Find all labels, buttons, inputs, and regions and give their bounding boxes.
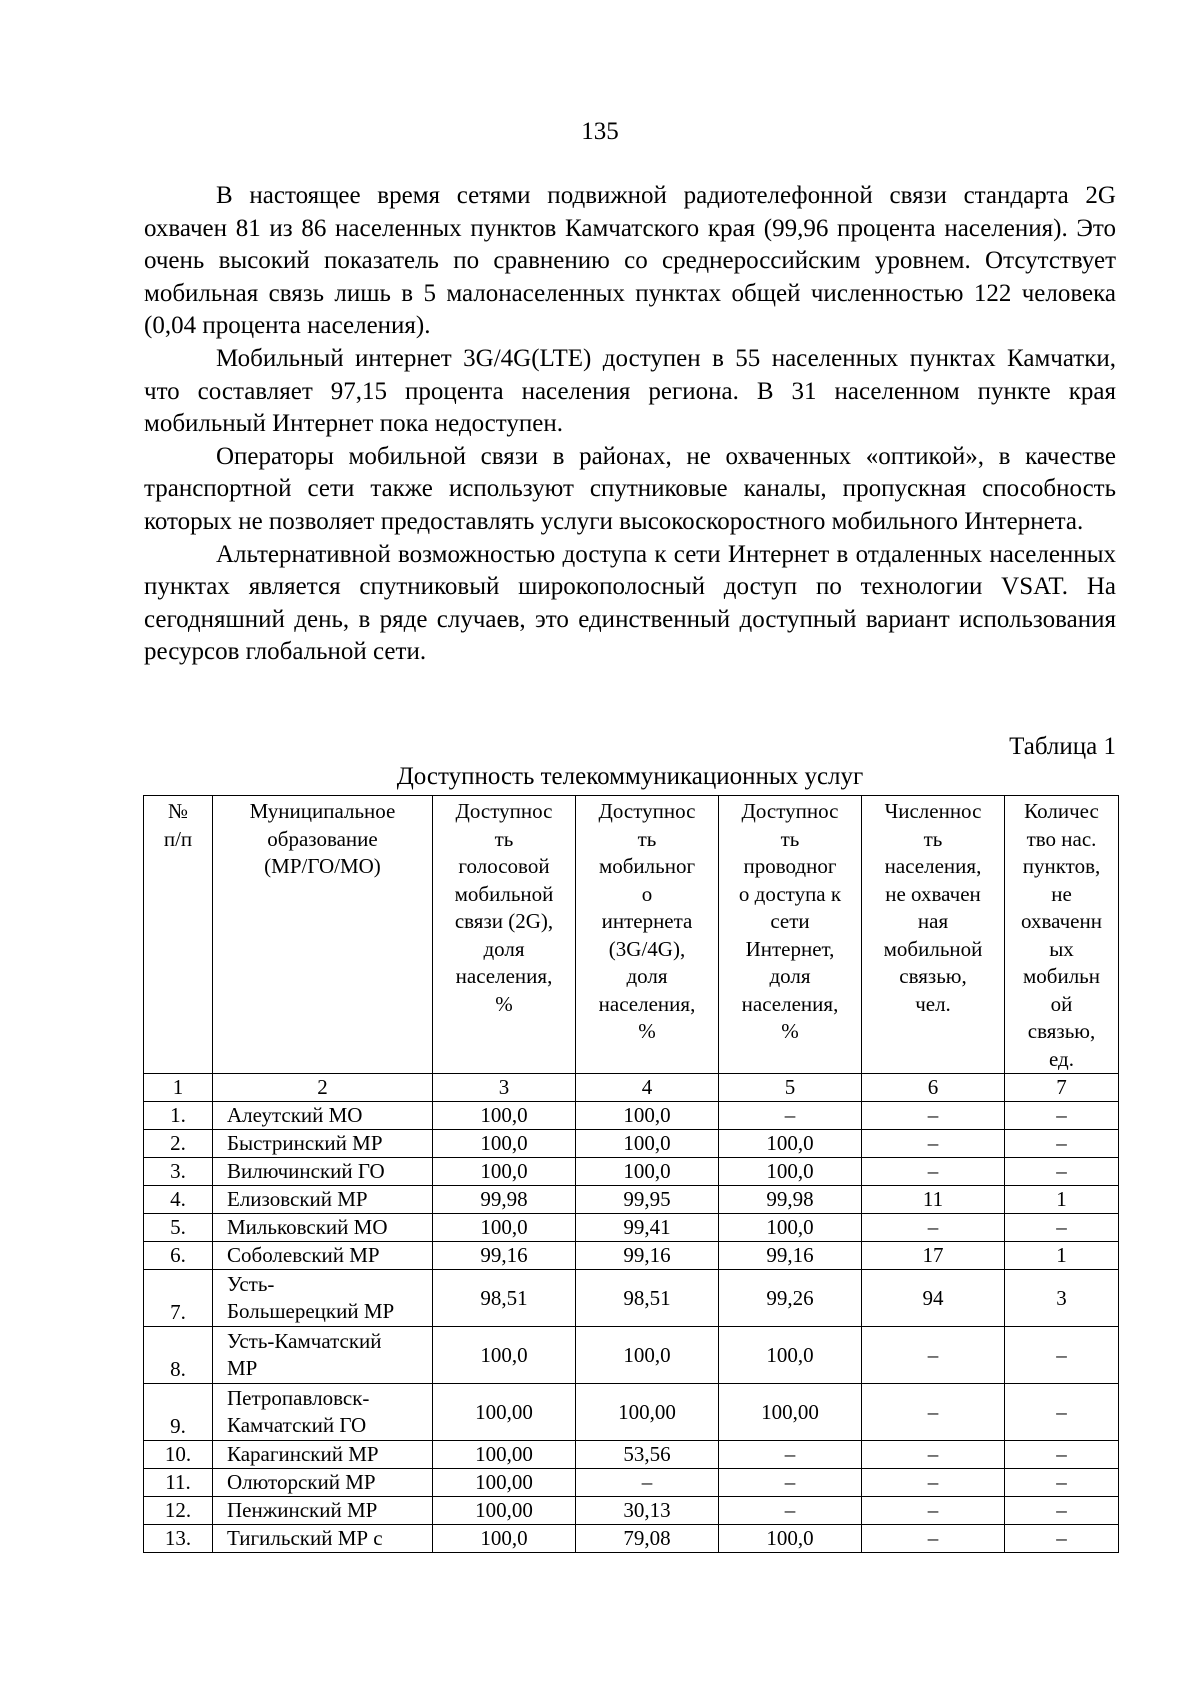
header-line: не [1051, 881, 1072, 906]
header-line: (МР/ГО/МО) [264, 854, 381, 878]
value-cell-c3: 100,00 [433, 1497, 576, 1525]
municipality-name-line: Алеутский МО [227, 1103, 363, 1127]
value-cell-c3: 100,0 [433, 1130, 576, 1158]
header-line: тво нас. [1026, 826, 1097, 851]
paragraph-3: Операторы мобильной связи в районах, не охваченных «оптикой», в качестве транспортной сети также используют спутниковые каналы, пропускная способность которых не позволяет предоставлять услуги высокоскоростного мобильного Интернета. [144, 442, 1116, 535]
header-line: Численнос [884, 799, 982, 823]
municipality-cell [213, 1469, 433, 1497]
header-line: ная [917, 909, 949, 933]
table-label: Таблица 1 [1009, 733, 1116, 760]
column-number-cell: 4 [576, 1074, 719, 1102]
value-cell-c6: – [862, 1327, 1005, 1384]
header-line: п/п [163, 826, 193, 851]
value-cell-c7: – [1005, 1102, 1119, 1130]
row-number-cell: 5. [144, 1214, 213, 1242]
value-cell-c7: – [1005, 1130, 1119, 1158]
value-cell-c7: 1 [1005, 1186, 1119, 1214]
row-number-cell: 10. [144, 1441, 213, 1469]
row-number-cell: 7. [144, 1270, 213, 1327]
value-cell-c6: – [862, 1525, 1005, 1553]
table-row [144, 1270, 1119, 1327]
paragraph-1: В настоящее время сетями подвижной радиотелефонной связи стандарта 2G охвачен 81 из 86 населенных пунктов Камчатского края (99,96 процента населения). Это очень высокий показатель по сравнению со среднероссийским уровнем. Отсутствует мобильная связь лишь в 5 малонаселенных пунктах общей численностью 122 человека (0,04 процента населения). [144, 182, 1116, 340]
header-line: чел. [915, 991, 951, 1016]
municipality-name-line: Вилючинский ГО [227, 1159, 385, 1183]
header-line: доля [626, 964, 668, 988]
municipality-cell [213, 1102, 433, 1130]
table-row [144, 1384, 1119, 1441]
value-cell-c4: 100,0 [576, 1158, 719, 1186]
municipality-name-line: Усть-Камчатский [227, 1329, 382, 1353]
header-cell-col-4 [576, 796, 719, 1074]
header-line: населения, [598, 991, 696, 1016]
value-cell-c3: 98,51 [433, 1270, 576, 1327]
value-cell-c4: 100,0 [576, 1102, 719, 1130]
header-line: ть [637, 826, 657, 851]
value-cell-c4: 30,13 [576, 1497, 719, 1525]
value-cell-c5: 100,0 [719, 1327, 862, 1384]
table-row [144, 1186, 1119, 1214]
table-body [144, 1074, 1119, 1553]
municipality-cell [213, 1130, 433, 1158]
value-cell-c5: 100,00 [719, 1384, 862, 1441]
value-cell-c7: – [1005, 1327, 1119, 1384]
paragraph-2: Мобильный интернет 3G/4G(LTE) доступен в 55 населенных пунктах Камчатки, что составляет 97,15 процента населения региона. В 31 населенном пункте края мобильный Интернет пока недоступен. [144, 344, 1116, 438]
value-cell-c5: – [719, 1469, 862, 1497]
header-line: охваченн [1021, 909, 1102, 933]
column-number-cell: 6 [862, 1074, 1005, 1102]
header-line: ой [1050, 991, 1073, 1016]
municipality-cell [213, 1186, 433, 1214]
table-row [144, 1214, 1119, 1242]
value-cell-c6: – [862, 1102, 1005, 1130]
header-line: мобильног [598, 854, 696, 878]
municipality-name-line: Петропавловск- [227, 1386, 370, 1410]
telecom-availability-table [143, 795, 1119, 1553]
header-line: ть [923, 826, 943, 851]
value-cell-c6: – [862, 1384, 1005, 1441]
value-cell-c6: 17 [862, 1242, 1005, 1270]
header-line: ых [1049, 936, 1074, 961]
row-number-cell: 6. [144, 1242, 213, 1270]
table-row [144, 1525, 1119, 1553]
header-line: интернета [601, 909, 693, 933]
header-line: населения, [741, 991, 839, 1016]
value-cell-c3: 99,98 [433, 1186, 576, 1214]
header-line: (3G/4G), [608, 936, 686, 961]
column-numbers-row [144, 1074, 1119, 1102]
municipality-name-line: Усть- [227, 1272, 275, 1296]
value-cell-c5: – [719, 1102, 862, 1130]
value-cell-c4: 100,0 [576, 1130, 719, 1158]
value-cell-c6: – [862, 1130, 1005, 1158]
municipality-name-line: Тигильский МР с [227, 1526, 383, 1550]
row-number-cell: 2. [144, 1130, 213, 1158]
value-cell-c5: 99,26 [719, 1270, 862, 1327]
header-line: связи (2G), [454, 909, 554, 933]
header-line: образование [267, 826, 378, 851]
value-cell-c4: 99,16 [576, 1242, 719, 1270]
header-line: № [167, 799, 189, 823]
municipality-name-line: Большерецкий МР [227, 1299, 395, 1323]
header-line: сети [770, 909, 810, 933]
value-cell-c4: 99,41 [576, 1214, 719, 1242]
value-cell-c6: 94 [862, 1270, 1005, 1327]
value-cell-c6: – [862, 1497, 1005, 1525]
body-text [144, 180, 1116, 669]
header-line: % [495, 991, 513, 1016]
value-cell-c4: 79,08 [576, 1525, 719, 1553]
header-line: связью, [1027, 1019, 1096, 1043]
municipality-cell [213, 1158, 433, 1186]
table-row [144, 1327, 1119, 1384]
header-line: Доступнос [741, 799, 839, 823]
header-line: мобильной [454, 881, 554, 906]
header-line: ть [780, 826, 800, 851]
municipality-cell [213, 1242, 433, 1270]
row-number-cell: 12. [144, 1497, 213, 1525]
column-number-cell: 5 [719, 1074, 862, 1102]
value-cell-c6: – [862, 1469, 1005, 1497]
municipality-cell [213, 1214, 433, 1242]
value-cell-c3: 100,00 [433, 1441, 576, 1469]
value-cell-c7: – [1005, 1497, 1119, 1525]
header-cell-col-3 [433, 796, 576, 1074]
column-number-cell: 7 [1005, 1074, 1119, 1102]
municipality-name-line: Мильковский МО [227, 1215, 388, 1239]
header-cell-col-2 [213, 796, 433, 1074]
table-row [144, 1497, 1119, 1525]
value-cell-c7: – [1005, 1214, 1119, 1242]
row-number-cell: 11. [144, 1469, 213, 1497]
value-cell-c5: 100,0 [719, 1525, 862, 1553]
header-line: Доступнос [598, 799, 696, 823]
header-line: о доступа к [738, 881, 842, 906]
value-cell-c5: – [719, 1441, 862, 1469]
value-cell-c3: 100,0 [433, 1158, 576, 1186]
municipality-cell [213, 1327, 433, 1384]
value-cell-c7: – [1005, 1158, 1119, 1186]
header-line: мобильной [883, 936, 983, 961]
row-number-cell: 1. [144, 1102, 213, 1130]
value-cell-c4: 53,56 [576, 1441, 719, 1469]
header-line: Количес [1024, 799, 1099, 823]
table-row [144, 1130, 1119, 1158]
value-cell-c7: 3 [1005, 1270, 1119, 1327]
column-number-cell: 2 [213, 1074, 433, 1102]
table-title: Доступность телекоммуникационных услуг [396, 763, 864, 790]
value-cell-c7: – [1005, 1525, 1119, 1553]
municipality-name-line: МР [227, 1356, 258, 1380]
value-cell-c4: 99,95 [576, 1186, 719, 1214]
header-cell-col-1 [144, 796, 213, 1074]
municipality-name-line: Пенжинский МР [227, 1498, 378, 1522]
value-cell-c6: – [862, 1158, 1005, 1186]
table-row [144, 1441, 1119, 1469]
value-cell-c7: – [1005, 1384, 1119, 1441]
value-cell-c5: 99,98 [719, 1186, 862, 1214]
value-cell-c3: 99,16 [433, 1242, 576, 1270]
table-row [144, 1469, 1119, 1497]
header-line: доля [483, 936, 525, 961]
table-header-row [144, 796, 1119, 1074]
header-line: проводног [743, 854, 837, 878]
table-row [144, 1158, 1119, 1186]
municipality-name-line: Камчатский ГО [227, 1413, 367, 1437]
header-line: ть [494, 826, 514, 851]
value-cell-c3: 100,0 [433, 1327, 576, 1384]
value-cell-c4: 100,0 [576, 1327, 719, 1384]
paragraph-4: Альтернативной возможностью доступа к сети Интернет в отдаленных населенных пунктах является спутниковый широкополосный доступ по технологии VSAT. На сегодняшний день, в ряде случаев, это единственный доступный вариант использования ресурсов глобальной сети. [144, 540, 1116, 666]
municipality-name-line: Карагинский МР [227, 1442, 379, 1466]
row-number-cell: 3. [144, 1158, 213, 1186]
header-line: мобильн [1022, 964, 1100, 988]
value-cell-c7: – [1005, 1441, 1119, 1469]
value-cell-c4: – [576, 1469, 719, 1497]
municipality-name-line: Олюторский МР [227, 1470, 376, 1494]
municipality-cell [213, 1441, 433, 1469]
value-cell-c5: 100,0 [719, 1214, 862, 1242]
header-cell-col-6 [862, 796, 1005, 1074]
header-line: ед. [1049, 1046, 1074, 1071]
value-cell-c5: 99,16 [719, 1242, 862, 1270]
value-cell-c3: 100,0 [433, 1214, 576, 1242]
municipality-cell [213, 1384, 433, 1441]
value-cell-c4: 98,51 [576, 1270, 719, 1327]
header-line: связью, [899, 964, 967, 988]
value-cell-c3: 100,0 [433, 1102, 576, 1130]
header-cell-col-7 [1005, 796, 1119, 1074]
header-line: пунктов, [1022, 854, 1101, 878]
value-cell-c5: 100,0 [719, 1130, 862, 1158]
header-line: доля [769, 964, 811, 988]
value-cell-c4: 100,00 [576, 1384, 719, 1441]
municipality-cell [213, 1497, 433, 1525]
header-line: % [781, 1019, 799, 1043]
value-cell-c7: – [1005, 1469, 1119, 1497]
municipality-name-line: Соболевский МР [227, 1243, 380, 1267]
header-line: Доступнос [455, 799, 553, 823]
header-line: Муниципальное [249, 799, 396, 823]
value-cell-c5: – [719, 1497, 862, 1525]
table-row [144, 1242, 1119, 1270]
municipality-name-line: Быстринский МР [227, 1131, 383, 1155]
municipality-name-line: Елизовский МР [227, 1187, 368, 1211]
header-line: о [641, 881, 653, 906]
header-line: голосовой [458, 854, 550, 878]
header-line: не охвачен [885, 881, 981, 906]
value-cell-c3: 100,00 [433, 1469, 576, 1497]
value-cell-c3: 100,0 [433, 1525, 576, 1553]
column-number-cell: 3 [433, 1074, 576, 1102]
header-line: % [638, 1019, 656, 1043]
row-number-cell: 8. [144, 1327, 213, 1384]
header-cell-col-5 [719, 796, 862, 1074]
value-cell-c5: 100,0 [719, 1158, 862, 1186]
table-row [144, 1102, 1119, 1130]
row-number-cell: 9. [144, 1384, 213, 1441]
row-number-cell: 4. [144, 1186, 213, 1214]
row-number-cell: 13. [144, 1525, 213, 1553]
value-cell-c3: 100,00 [433, 1384, 576, 1441]
header-line: населения, [884, 854, 982, 878]
value-cell-c6: 11 [862, 1186, 1005, 1214]
value-cell-c7: 1 [1005, 1242, 1119, 1270]
municipality-cell [213, 1525, 433, 1553]
header-line: Интернет, [745, 936, 835, 961]
column-number-cell: 1 [144, 1074, 213, 1102]
value-cell-c6: – [862, 1214, 1005, 1242]
page-number: 135 [581, 118, 619, 145]
value-cell-c6: – [862, 1441, 1005, 1469]
header-line: населения, [455, 964, 553, 988]
municipality-cell [213, 1270, 433, 1327]
